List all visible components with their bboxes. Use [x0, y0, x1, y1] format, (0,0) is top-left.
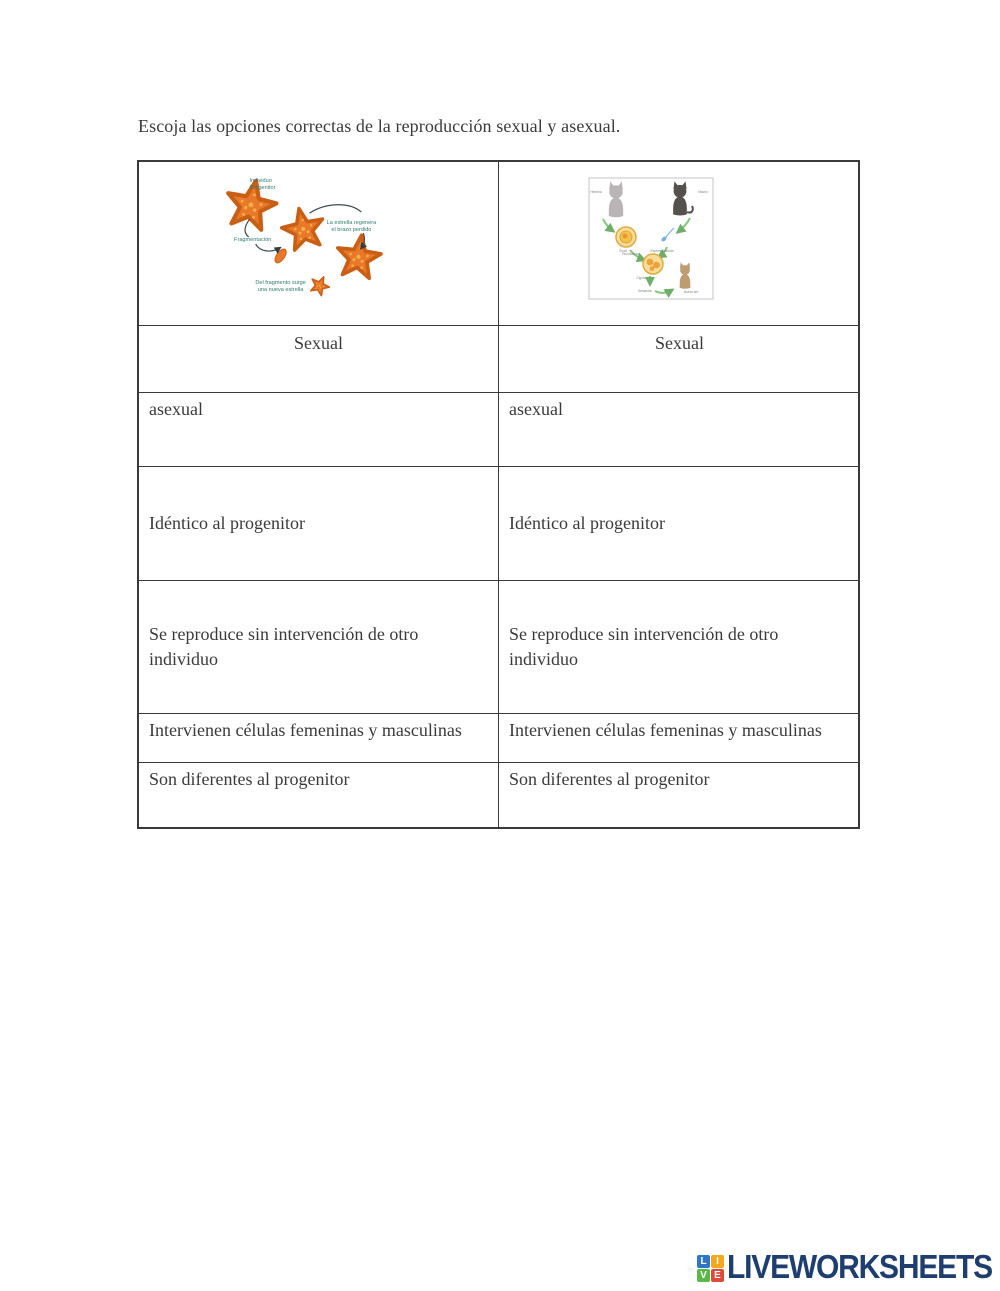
- arrow-regenerate-arc: [310, 205, 362, 213]
- asexual-image-cell: [139, 162, 499, 326]
- zygote-cell: [643, 254, 663, 274]
- label-male: Macho: [698, 190, 708, 194]
- liveworksheets-logo[interactable]: [697, 1251, 992, 1285]
- label-ovum: Óvulo: [618, 249, 628, 253]
- sexual-image-cell: [499, 162, 860, 326]
- svg-text:el brazo perdido: el brazo perdido: [331, 227, 372, 234]
- options-table: [137, 160, 860, 829]
- svg-text:Progenitor: Progenitor: [249, 185, 276, 192]
- label-female: Hembra: [590, 190, 602, 194]
- option-cell-left-diferentes[interactable]: Son diferentes al progenitor: [139, 763, 499, 829]
- option-cell-right-sexual[interactable]: Sexual: [499, 326, 860, 393]
- option-cell-left-identico[interactable]: Idéntico al progenitor: [139, 467, 499, 581]
- label-offspring: Nuevo ser: [683, 290, 699, 294]
- option-cell-right-sin-intervencion[interactable]: Se reproduce sin intervención de otro individuo: [499, 581, 860, 714]
- option-cell-left-sexual[interactable]: Sexual: [139, 326, 499, 393]
- page-title: Escoja las opciones correctas de la reproducción sexual y asexual.: [138, 116, 621, 136]
- liveworksheets-logo-text: LIVEWORKSHEETS: [727, 1249, 992, 1286]
- arrow-fragmentation-to-fragment: [256, 244, 280, 251]
- option-cell-left-sin-intervencion[interactable]: Se reproduce sin intervención de otro individuo: [139, 581, 499, 714]
- label-fertilization: Fecundación: [621, 252, 640, 256]
- label-fragmentation: Fragmentación: [234, 237, 272, 244]
- regenerating-starfish: [279, 204, 328, 251]
- option-cell-right-asexual[interactable]: asexual: [499, 393, 860, 467]
- new-small-starfish: [307, 273, 332, 297]
- label-zygote: Cigoto: [636, 276, 646, 280]
- option-cell-right-identico[interactable]: Idéntico al progenitor: [499, 467, 860, 581]
- option-cell-left-asexual[interactable]: asexual: [139, 393, 499, 467]
- regrown-starfish: [334, 232, 383, 279]
- starfish-fragmentation-diagram: [139, 162, 498, 325]
- option-cell-right-celulas[interactable]: Intervienen células femeninas y masculinas: [499, 714, 860, 763]
- option-cell-left-celulas[interactable]: Intervienen células femeninas y masculinas: [139, 714, 499, 763]
- liveworksheets-logo-icon: L I V E: [697, 1255, 724, 1282]
- svg-text:una nueva estrella: una nueva estrella: [257, 286, 304, 293]
- arrow-parent-to-fragmentation: [245, 219, 250, 237]
- label-parent-individual: Individuo: [249, 178, 272, 185]
- label-regenerates: La estrella regenera: [326, 220, 377, 227]
- label-gestation: Gestación: [637, 289, 653, 293]
- label-sperm: Espermatozoide: [650, 249, 674, 253]
- option-cell-right-diferentes[interactable]: Son diferentes al progenitor: [509, 769, 710, 789]
- cat-reproduction-diagram: [499, 162, 860, 325]
- label-new-star: Del fragmento surge: [255, 279, 306, 286]
